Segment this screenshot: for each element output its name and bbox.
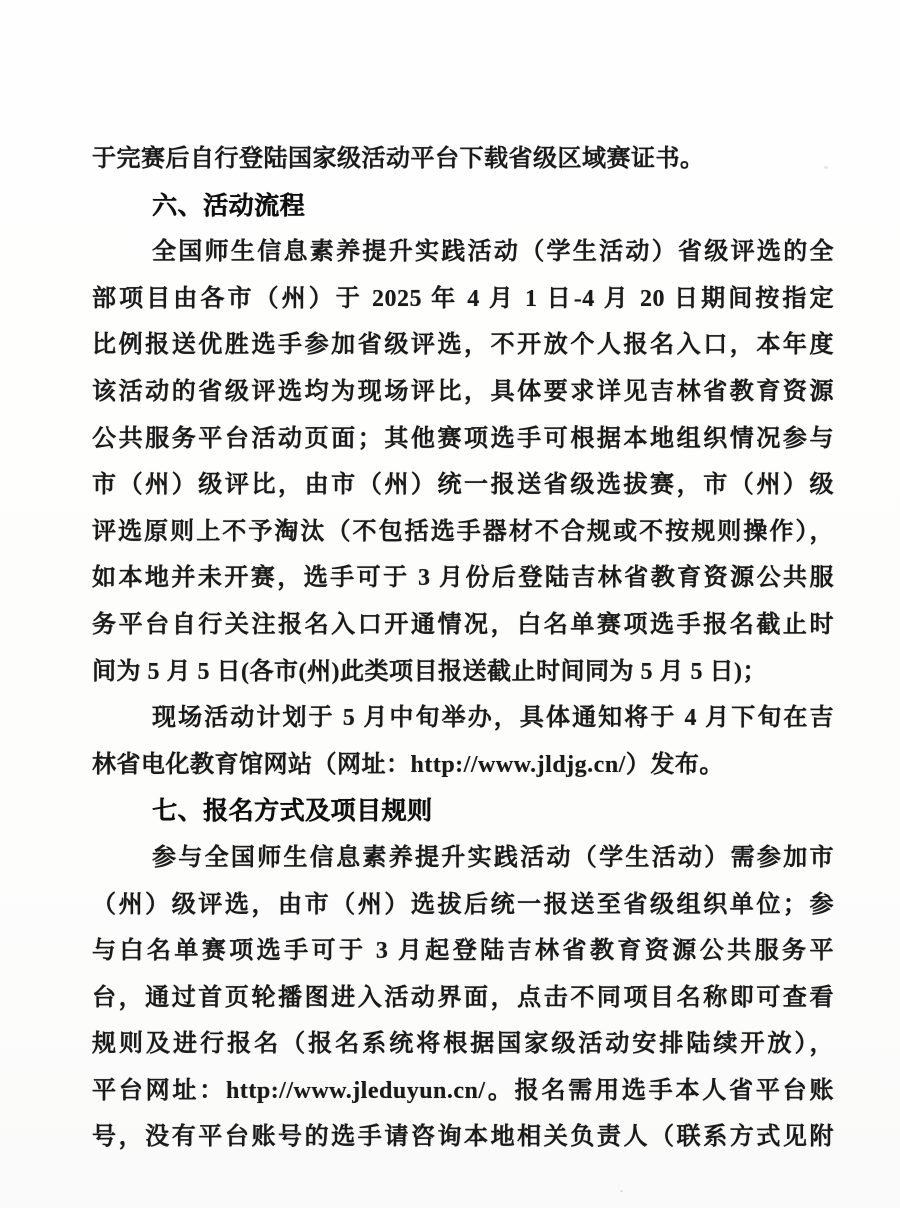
text-line: 台，通过首页轮播图进入活动界面，点击不同项目名称即可查看 xyxy=(92,984,834,1011)
text-line: 公共服务平台活动页面；其他赛项选手可根据本地组织情况参与 xyxy=(92,425,834,452)
text-line: 号，没有平台账号的选手请咨询本地相关负责人（联系方式见附 xyxy=(92,1124,834,1151)
text-line: 与白名单赛项选手可于 3 月起登陆吉林省教育资源公共服务平 xyxy=(92,938,834,965)
section-heading: 六、活动流程 xyxy=(152,191,306,220)
text-line: 平台网址：http://www.jleduyun.cn/。报名需用选手本人省平台账 xyxy=(92,1077,834,1104)
scan-speck xyxy=(617,260,620,262)
text-line: 务平台自行关注报名入口开通情况，白名单赛项选手报名截止时 xyxy=(92,611,834,638)
text-line: 全国师生信息素养提升实践活动（学生活动）省级评选的全 xyxy=(152,239,834,266)
scan-speck xyxy=(824,166,828,169)
document-lines xyxy=(92,136,834,1161)
text-line: 比例报送优胜选手参加省级评选，不开放个人报名入口，本年度 xyxy=(92,332,834,359)
text-line: 评选原则上不予淘汰（不包括选手器材不合规或不按规则操作）， xyxy=(92,518,834,545)
text-line: 林省电化教育馆网站（网址：http://www.jldjg.cn/）发布。 xyxy=(92,751,724,778)
text-line: 市（州）级评比，由市（州）统一报送省级选拔赛，市（州）级 xyxy=(92,472,834,499)
text-line: 间为 5 月 5 日(各市(州)此类项目报送截止时间同为 5 月 5 日)； xyxy=(92,658,767,685)
scan-speck xyxy=(620,1190,623,1192)
text-line: 现场活动计划于 5 月中旬举办，具体通知将于 4 月下旬在吉 xyxy=(152,705,834,732)
text-line: 如本地并未开赛，选手可于 3 月份后登陆吉林省教育资源公共服 xyxy=(92,565,834,592)
text-line: （州）级评选，由市（州）选拔后统一报送至省级组织单位；参 xyxy=(92,891,834,918)
text-line: 部项目由各市（州）于 2025 年 4 月 1 日-4 月 20 日期间按指定 xyxy=(92,285,834,312)
text-line: 规则及进行报名（报名系统将根据国家级活动安排陆续开放）， xyxy=(92,1031,834,1058)
text-line: 于完赛后自行登陆国家级活动平台下载省级区域赛证书。 xyxy=(92,146,705,172)
text-line: 该活动的省级评选均为现场评比，具体要求详见吉林省教育资源 xyxy=(92,378,834,405)
text-line: 参与全国师生信息素养提升实践活动（学生活动）需参加市 xyxy=(152,844,834,871)
section-heading: 七、报名方式及项目规则 xyxy=(152,797,433,826)
